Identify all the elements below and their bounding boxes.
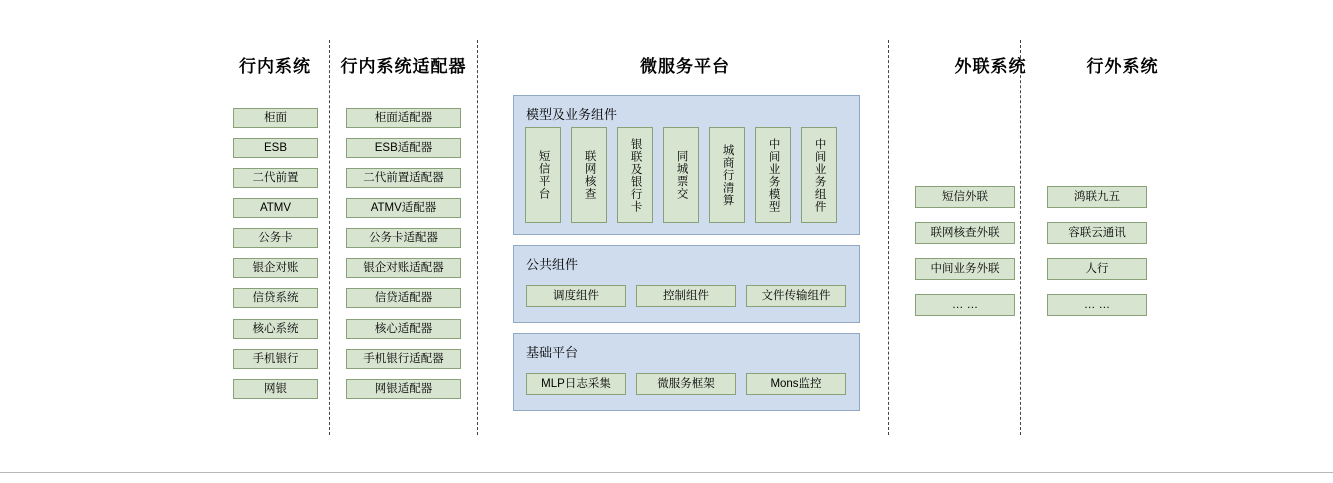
box-inbank-0[interactable]: 柜面	[233, 108, 318, 128]
box-outbank-3[interactable]: … …	[1047, 294, 1147, 316]
column-title-microservice: 微服务平台	[640, 57, 730, 76]
divider-3	[888, 40, 889, 435]
box-adapter-8[interactable]: 手机银行适配器	[346, 349, 461, 369]
bottom-divider	[0, 472, 1333, 473]
vbox-model-1-label: 联网核查	[583, 150, 596, 200]
vbox-model-6[interactable]	[801, 127, 837, 223]
vbox-model-4[interactable]	[709, 127, 745, 223]
box-inbank-8[interactable]: 手机银行	[233, 349, 318, 369]
box-adapter-9[interactable]: 网银适配器	[346, 379, 461, 399]
box-inbank-2[interactable]: 二代前置	[233, 168, 318, 188]
panel-label-model-business: 模型及业务组件	[526, 107, 618, 122]
box-base-2[interactable]: Mons监控	[746, 373, 846, 395]
box-external-0[interactable]: 短信外联	[915, 186, 1015, 208]
box-public-0[interactable]: 调度组件	[526, 285, 626, 307]
vbox-model-0-label: 短信平台	[537, 150, 550, 200]
divider-1	[329, 40, 330, 435]
panel-base-platform	[513, 333, 860, 411]
box-inbank-7[interactable]: 核心系统	[233, 319, 318, 339]
box-adapter-2[interactable]: 二代前置适配器	[346, 168, 461, 188]
box-external-2[interactable]: 中间业务外联	[915, 258, 1015, 280]
box-adapter-3[interactable]: ATMV适配器	[346, 198, 461, 218]
vbox-model-4-label: 城商行清算	[721, 143, 734, 207]
box-adapter-4[interactable]: 公务卡适配器	[346, 228, 461, 248]
panel-public-components	[513, 245, 860, 323]
vbox-model-1[interactable]	[571, 127, 607, 223]
box-public-2[interactable]: 文件传输组件	[746, 285, 846, 307]
box-external-1[interactable]: 联网核查外联	[915, 222, 1015, 244]
vbox-model-2-label: 银联及银行卡	[629, 137, 642, 213]
box-base-0[interactable]: MLP日志采集	[526, 373, 626, 395]
box-public-1[interactable]: 控制组件	[636, 285, 736, 307]
vbox-model-2[interactable]	[617, 127, 653, 223]
vbox-model-5[interactable]	[755, 127, 791, 223]
panel-label-public-components: 公共组件	[526, 257, 579, 272]
column-inbank-adapter	[336, 0, 471, 470]
box-outbank-0[interactable]: 鸿联九五	[1047, 186, 1147, 208]
vbox-model-3-label: 同城票交	[675, 150, 688, 200]
column-inbank	[220, 0, 330, 470]
column-title-external-link: 外联系统	[954, 57, 1027, 76]
vbox-model-6-label: 中间业务组件	[813, 137, 826, 213]
column-title-outbank: 行外系统	[1086, 57, 1159, 76]
panel-label-base-platform: 基础平台	[526, 345, 579, 360]
box-external-3[interactable]: … …	[915, 294, 1015, 316]
box-inbank-3[interactable]: ATMV	[233, 198, 318, 218]
column-outbank	[1030, 0, 1215, 470]
box-inbank-6[interactable]: 信贷系统	[233, 288, 318, 308]
vbox-model-0[interactable]	[525, 127, 561, 223]
box-inbank-9[interactable]: 网银	[233, 379, 318, 399]
box-outbank-2[interactable]: 人行	[1047, 258, 1147, 280]
column-title-inbank-adapter: 行内系统适配器	[340, 57, 467, 76]
divider-2	[477, 40, 478, 435]
box-adapter-5[interactable]: 银企对账适配器	[346, 258, 461, 278]
column-microservice	[490, 0, 880, 470]
vbox-model-5-label: 中间业务模型	[767, 137, 780, 213]
box-adapter-6[interactable]: 信贷适配器	[346, 288, 461, 308]
column-title-inbank: 行内系统	[239, 57, 311, 76]
box-adapter-1[interactable]: ESB适配器	[346, 138, 461, 158]
box-outbank-1[interactable]: 容联云通讯	[1047, 222, 1147, 244]
box-inbank-5[interactable]: 银企对账	[233, 258, 318, 278]
vbox-model-3[interactable]	[663, 127, 699, 223]
box-adapter-7[interactable]: 核心适配器	[346, 319, 461, 339]
box-inbank-4[interactable]: 公务卡	[233, 228, 318, 248]
box-adapter-0[interactable]: 柜面适配器	[346, 108, 461, 128]
box-inbank-1[interactable]: ESB	[233, 138, 318, 158]
divider-4	[1020, 40, 1021, 435]
box-base-1[interactable]: 微服务框架	[636, 373, 736, 395]
